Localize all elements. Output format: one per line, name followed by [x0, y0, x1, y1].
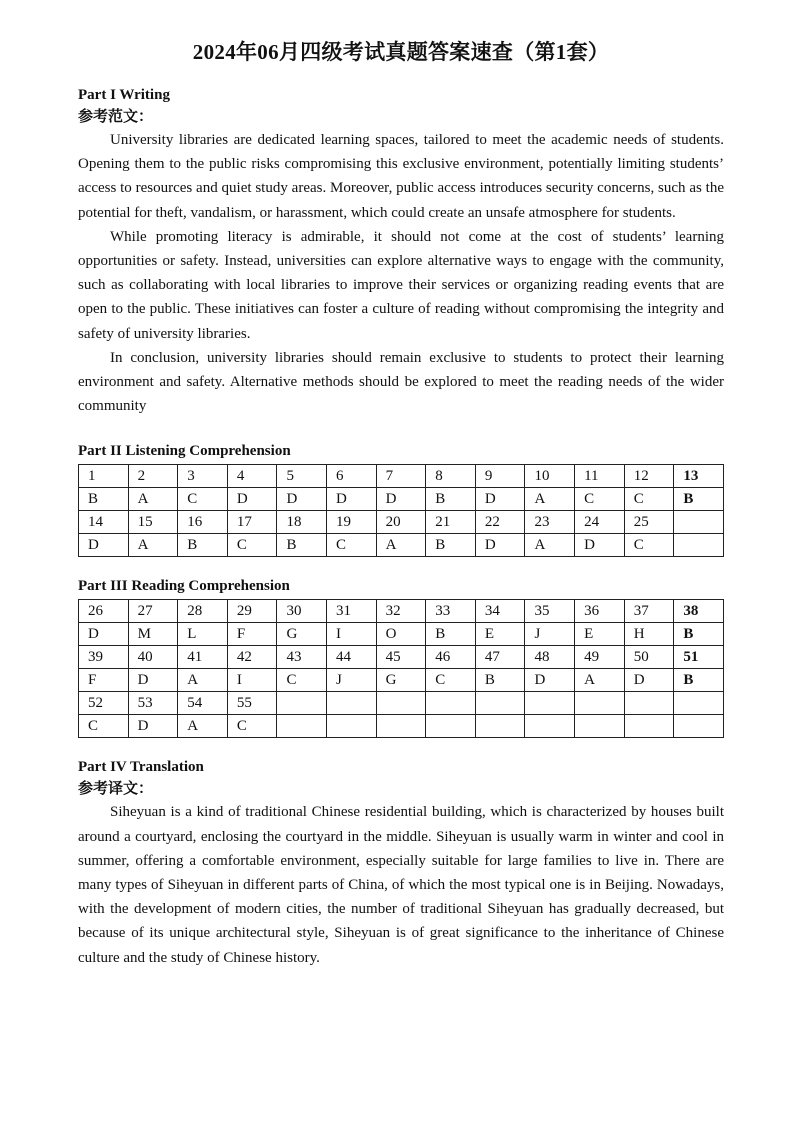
table-row [79, 669, 724, 692]
question-number-cell [277, 692, 327, 715]
answer-cell: C [178, 488, 228, 511]
table-row [79, 646, 724, 669]
question-number-cell: 15 [128, 511, 178, 534]
answer-cell [624, 715, 674, 738]
table-row [79, 715, 724, 738]
answer-cell: D [475, 488, 525, 511]
answer-cell: B [674, 623, 724, 646]
answer-cell: M [128, 623, 178, 646]
question-number-cell: 6 [327, 465, 377, 488]
answer-cell [327, 715, 377, 738]
answer-cell: B [79, 488, 129, 511]
question-number-cell: 48 [525, 646, 575, 669]
part1-heading: Part I Writing [78, 87, 170, 103]
part1-writing [78, 84, 724, 418]
answer-cell: C [227, 534, 277, 557]
answer-cell [426, 715, 476, 738]
question-number-cell: 30 [277, 600, 327, 623]
question-number-cell: 9 [475, 465, 525, 488]
question-number-cell: 38 [674, 600, 724, 623]
question-number-cell: 45 [376, 646, 426, 669]
part4-reference-label: 参考译文： [78, 781, 154, 798]
part1-paragraph-3: In conclusion, university libraries should remain exclusive to students to protect their learning environment and safety. Alternative methods should be explored to meet the reading needs of the wider community [78, 349, 724, 415]
question-number-cell: 10 [525, 465, 575, 488]
answer-cell: B [674, 488, 724, 511]
question-number-cell: 3 [178, 465, 228, 488]
answer-cell: L [178, 623, 228, 646]
answer-cell [277, 715, 327, 738]
answer-cell: O [376, 623, 426, 646]
question-number-cell: 53 [128, 692, 178, 715]
question-number-cell [327, 692, 377, 715]
question-number-cell: 49 [575, 646, 625, 669]
answer-cell: D [327, 488, 377, 511]
question-number-cell: 29 [227, 600, 277, 623]
table-row [79, 692, 724, 715]
answer-cell: D [128, 669, 178, 692]
question-number-cell: 14 [79, 511, 129, 534]
question-number-cell: 12 [624, 465, 674, 488]
page-title: 2024年06月四级考试真题答案速查（第1套） [192, 40, 610, 64]
reading-answer-table [78, 599, 724, 738]
answer-cell: A [128, 488, 178, 511]
answer-cell: I [327, 623, 377, 646]
answer-cell [674, 534, 724, 557]
answer-cell: A [575, 669, 625, 692]
answer-cell [376, 715, 426, 738]
answer-cell: C [227, 715, 277, 738]
question-number-cell [475, 692, 525, 715]
answer-cell: D [525, 669, 575, 692]
table-row [79, 623, 724, 646]
answer-cell: F [227, 623, 277, 646]
part3-heading: Part III Reading Comprehension [78, 578, 290, 595]
question-number-cell [426, 692, 476, 715]
question-number-cell [674, 511, 724, 534]
question-number-cell: 13 [674, 465, 724, 488]
answer-cell [575, 715, 625, 738]
part1-paragraph-2: While promoting literacy is admirable, it should not come at the cost of students’ learning opportunities or safety. Instead, universities can explore alternative ways to engage with the community, such as collaborating with local libraries to improve their services or organizing reading events that are open to the public. These initiatives can foster a culture of reading without compromising the integrity and safety of university libraries. [78, 228, 724, 342]
question-number-cell: 7 [376, 465, 426, 488]
question-number-cell: 27 [128, 600, 178, 623]
answer-cell: A [128, 534, 178, 557]
answer-cell [674, 715, 724, 738]
answer-cell: I [227, 669, 277, 692]
answer-cell: B [426, 488, 476, 511]
answer-cell: A [178, 715, 228, 738]
answer-cell: B [674, 669, 724, 692]
question-number-cell: 28 [178, 600, 228, 623]
answer-cell: G [277, 623, 327, 646]
question-number-cell: 40 [128, 646, 178, 669]
question-number-cell: 44 [327, 646, 377, 669]
table-row [79, 534, 724, 557]
table-row [79, 465, 724, 488]
question-number-cell: 26 [79, 600, 129, 623]
answer-cell: E [475, 623, 525, 646]
answer-cell: F [79, 669, 129, 692]
question-number-cell [624, 692, 674, 715]
question-number-cell [575, 692, 625, 715]
answer-cell: B [277, 534, 327, 557]
question-number-cell: 36 [575, 600, 625, 623]
part4-translation [78, 756, 724, 969]
answer-cell: G [376, 669, 426, 692]
part4-paragraph-1: Siheyuan is a kind of traditional Chinese residential building, which is characterized by houses built around a courtyard, enclosing the courtyard in the middle. Siheyuan is usually warm in winter and cool in summer, offering a comfortable environment, especially suitable for large families to live in. There are many types of Siheyuan in different parts of China, of which the most typical one is in Beijing. Nowadays, with the development of modern cities, the number of traditional Siheyuan has gradually decreased, but because of its unique architectural style, Siheyuan is of great significance to the inheritance of Chinese culture and the study of Chinese history. [78, 804, 724, 966]
answer-cell: C [624, 488, 674, 511]
question-number-cell: 39 [79, 646, 129, 669]
part2-heading: Part II Listening Comprehension [78, 443, 291, 460]
answer-cell: D [277, 488, 327, 511]
answer-cell: A [525, 534, 575, 557]
question-number-cell: 24 [575, 511, 625, 534]
table-row [79, 511, 724, 534]
answer-cell: D [624, 669, 674, 692]
question-number-cell: 19 [327, 511, 377, 534]
answer-cell [475, 715, 525, 738]
question-number-cell [525, 692, 575, 715]
answer-cell: A [376, 534, 426, 557]
answer-cell: E [575, 623, 625, 646]
question-number-cell: 8 [426, 465, 476, 488]
answer-cell: D [128, 715, 178, 738]
answer-cell: D [79, 623, 129, 646]
question-number-cell: 22 [475, 511, 525, 534]
question-number-cell: 17 [227, 511, 277, 534]
question-number-cell: 4 [227, 465, 277, 488]
question-number-cell: 32 [376, 600, 426, 623]
question-number-cell: 43 [277, 646, 327, 669]
question-number-cell: 1 [79, 465, 129, 488]
question-number-cell: 20 [376, 511, 426, 534]
question-number-cell: 37 [624, 600, 674, 623]
question-number-cell: 25 [624, 511, 674, 534]
answer-cell: A [178, 669, 228, 692]
part3-reading [78, 575, 724, 738]
answer-cell: C [277, 669, 327, 692]
part2-listening [78, 440, 724, 557]
answer-cell: C [79, 715, 129, 738]
answer-cell: C [624, 534, 674, 557]
question-number-cell: 31 [327, 600, 377, 623]
question-number-cell [376, 692, 426, 715]
question-number-cell: 33 [426, 600, 476, 623]
question-number-cell: 35 [525, 600, 575, 623]
question-number-cell: 54 [178, 692, 228, 715]
answer-cell: A [525, 488, 575, 511]
question-number-cell: 11 [575, 465, 625, 488]
answer-cell: D [376, 488, 426, 511]
answer-cell: B [475, 669, 525, 692]
question-number-cell: 16 [178, 511, 228, 534]
question-number-cell: 55 [227, 692, 277, 715]
answer-cell [525, 715, 575, 738]
part4-heading: Part IV Translation [78, 759, 204, 776]
answer-cell: J [327, 669, 377, 692]
question-number-cell: 5 [277, 465, 327, 488]
answer-cell: D [79, 534, 129, 557]
answer-cell: D [227, 488, 277, 511]
table-row [79, 488, 724, 511]
listening-answer-table [78, 464, 724, 557]
answer-cell: D [575, 534, 625, 557]
answer-cell: C [426, 669, 476, 692]
part1-paragraph-1: University libraries are dedicated learning spaces, tailored to meet the academic needs of students. Opening them to the public risks compromising this exclusive environment, potentially limiting students’ access to resources and quiet study areas. Moreover, public access introduces security concerns, such as the potential for theft, vandalism, or harassment, which could create an unsafe atmosphere for students. [78, 132, 724, 221]
question-number-cell: 50 [624, 646, 674, 669]
question-number-cell: 34 [475, 600, 525, 623]
question-number-cell [674, 692, 724, 715]
answer-cell: H [624, 623, 674, 646]
question-number-cell: 52 [79, 692, 129, 715]
question-number-cell: 21 [426, 511, 476, 534]
question-number-cell: 18 [277, 511, 327, 534]
answer-cell: C [575, 488, 625, 511]
question-number-cell: 42 [227, 646, 277, 669]
question-number-cell: 23 [525, 511, 575, 534]
part1-reference-label: 参考范文： [78, 109, 154, 125]
answer-cell: C [327, 534, 377, 557]
question-number-cell: 46 [426, 646, 476, 669]
question-number-cell: 2 [128, 465, 178, 488]
answer-cell: J [525, 623, 575, 646]
question-number-cell: 41 [178, 646, 228, 669]
answer-cell: B [426, 534, 476, 557]
question-number-cell: 51 [674, 646, 724, 669]
table-row [79, 600, 724, 623]
answer-cell: B [426, 623, 476, 646]
answer-cell: D [475, 534, 525, 557]
question-number-cell: 47 [475, 646, 525, 669]
answer-cell: B [178, 534, 228, 557]
